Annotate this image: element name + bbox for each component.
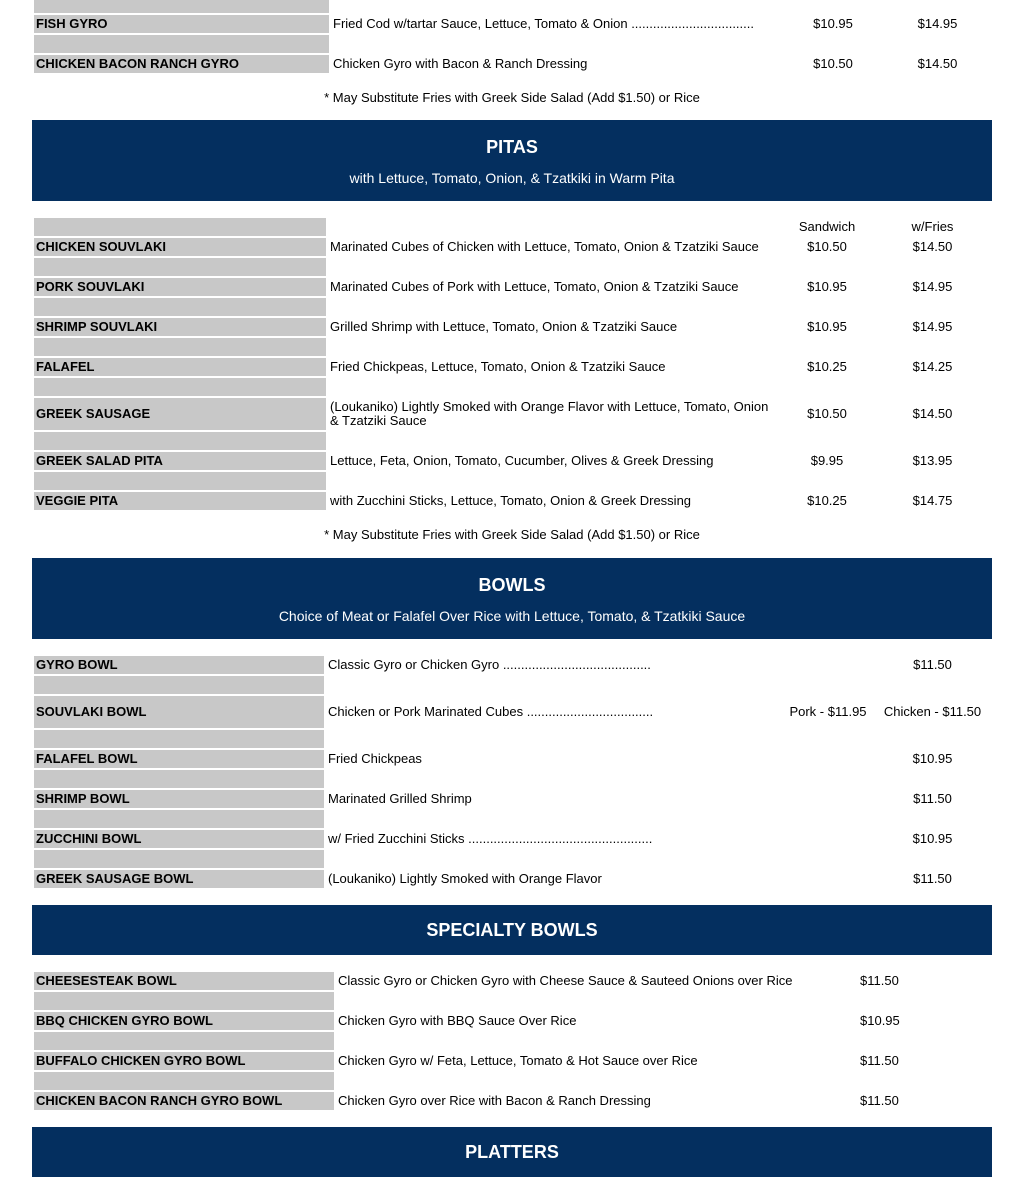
- price-option-1: [778, 830, 878, 848]
- price-option-1: [778, 656, 878, 674]
- item-name: GREEK SAUSAGE BOWL: [34, 870, 324, 888]
- price-with-fries: $14.75: [912, 493, 953, 508]
- menu-row: [34, 696, 985, 728]
- row-spacer: [34, 0, 329, 13]
- price-sandwich: $10.25: [807, 359, 847, 374]
- row-spacer: [34, 338, 326, 356]
- row-spacer: [34, 1032, 334, 1050]
- price-sandwich: $10.95: [813, 16, 853, 31]
- pitas-table: [32, 216, 987, 512]
- item-description: (Loukaniko) Lightly Smoked with Orange Flavor: [328, 871, 602, 886]
- item-name: BBQ CHICKEN GYRO BOWL: [34, 1012, 334, 1030]
- item-name: BUFFALO CHICKEN GYRO BOWL: [34, 1052, 334, 1070]
- section-subtitle: Choice of Meat or Falafel Over Rice with Lettuce, Tomato, & Tzatkiki Sauce: [278, 608, 746, 624]
- price-option-1: [778, 750, 878, 768]
- bowls-table: [32, 654, 987, 890]
- item-name: GYRO BOWL: [34, 656, 324, 674]
- menu-row: [34, 238, 985, 256]
- price-with-fries: $13.95: [912, 453, 953, 468]
- menu-row: [34, 492, 985, 510]
- menu-row: [34, 15, 990, 33]
- item-description: Chicken or Pork Marinated Cubes ...................................: [328, 704, 654, 719]
- item-price: $10.95: [860, 1013, 900, 1028]
- menu-row: [34, 972, 948, 990]
- section-subtitle: with Lettuce, Tomato, Onion, & Tzatkiki in Warm Pita: [349, 170, 675, 186]
- item-name: FISH GYRO: [34, 15, 329, 33]
- item-price: $11.50: [860, 973, 899, 988]
- column-header-sandwich: Sandwich: [798, 219, 856, 234]
- item-name: SOUVLAKI BOWL: [34, 696, 324, 728]
- pitas-banner: [32, 120, 992, 201]
- row-spacer: [34, 472, 326, 490]
- section-title: SPECIALTY BOWLS: [426, 920, 598, 940]
- row-spacer: [34, 218, 326, 236]
- item-description: Chicken Gyro with Bacon & Ranch Dressing: [333, 56, 588, 71]
- item-name: GREEK SAUSAGE: [34, 398, 326, 430]
- item-name: FALAFEL: [34, 358, 326, 376]
- column-header-with-fries: w/Fries: [911, 219, 954, 234]
- price-option-2: $10.95: [912, 751, 953, 766]
- section-title: BOWLS: [478, 575, 546, 595]
- row-spacer: [34, 298, 326, 316]
- section-title: PITAS: [486, 137, 538, 157]
- menu-row: [34, 358, 985, 376]
- price-sandwich: $10.95: [807, 279, 847, 294]
- bowls-banner: [32, 558, 992, 639]
- price-with-fries: $14.95: [912, 279, 953, 294]
- item-description: Fried Chickpeas: [328, 751, 422, 766]
- item-description: Classic Gyro or Chicken Gyro .........................................: [328, 657, 651, 672]
- substitution-note: * May Substitute Fries with Greek Side Salad (Add $1.50) or Rice: [324, 527, 700, 542]
- price-option-2: $10.95: [912, 831, 953, 846]
- item-description: Chicken Gyro over Rice with Bacon & Ranch Dressing: [338, 1093, 651, 1108]
- price-sandwich: $10.95: [807, 319, 847, 334]
- item-name: CHICKEN BACON RANCH GYRO: [34, 55, 329, 73]
- menu-row: [34, 1052, 948, 1070]
- price-option-2: $11.50: [913, 791, 952, 806]
- price-option-1: [778, 870, 878, 888]
- item-description: with Zucchini Sticks, Lettuce, Tomato, Onion & Greek Dressing: [330, 493, 692, 508]
- item-name: GREEK SALAD PITA: [34, 452, 326, 470]
- item-description: Chicken Gyro w/ Feta, Lettuce, Tomato & Hot Sauce over Rice: [338, 1053, 698, 1068]
- menu-row: [34, 55, 990, 73]
- row-spacer: [34, 992, 334, 1010]
- menu-row: [34, 1012, 948, 1030]
- price-sandwich: $10.50: [807, 239, 847, 254]
- menu-row: [34, 656, 985, 674]
- price-option-2: $11.50: [913, 657, 952, 672]
- price-sandwich: $10.25: [807, 493, 847, 508]
- item-description: Fried Cod w/tartar Sauce, Lettuce, Tomato & Onion ..................................: [333, 16, 754, 31]
- price-with-fries: $14.50: [917, 56, 958, 71]
- row-spacer: [34, 810, 324, 828]
- platters-banner: [32, 1127, 992, 1177]
- specialty-bowls-table: [32, 970, 950, 1112]
- item-name: ZUCCHINI BOWL: [34, 830, 324, 848]
- price-option-1: [778, 790, 878, 808]
- item-description: Marinated Grilled Shrimp: [328, 791, 472, 806]
- row-spacer: [34, 35, 329, 53]
- price-sandwich: $9.95: [810, 453, 844, 468]
- row-spacer: [34, 258, 326, 276]
- item-description: Lettuce, Feta, Onion, Tomato, Cucumber, Olives & Greek Dressing: [330, 453, 714, 468]
- price-with-fries: $14.50: [912, 406, 953, 421]
- section-title: PLATTERS: [465, 1142, 559, 1162]
- item-description: (Loukaniko) Lightly Smoked with Orange Flavor with Lettuce, Tomato, Onion & Tzatziki Sauce: [330, 399, 769, 428]
- menu-row: [34, 750, 985, 768]
- row-spacer: [34, 730, 324, 748]
- price-option-2: Chicken - $11.50: [883, 704, 982, 719]
- item-price: $11.50: [860, 1053, 899, 1068]
- row-spacer: [34, 378, 326, 396]
- item-name: VEGGIE PITA: [34, 492, 326, 510]
- item-description: Grilled Shrimp with Lettuce, Tomato, Onion & Tzatziki Sauce: [330, 319, 678, 334]
- item-name: PORK SOUVLAKI: [34, 278, 326, 296]
- row-spacer: [34, 1072, 334, 1090]
- item-price: $11.50: [860, 1093, 899, 1108]
- item-description: w/ Fried Zucchini Sticks ...................................................: [328, 831, 653, 846]
- item-name: CHEESESTEAK BOWL: [34, 972, 334, 990]
- item-description: Chicken Gyro with BBQ Sauce Over Rice: [338, 1013, 577, 1028]
- substitution-note: * May Substitute Fries with Greek Side Salad (Add $1.50) or Rice: [324, 90, 700, 105]
- price-sandwich: $10.50: [807, 406, 847, 421]
- item-description: Marinated Cubes of Chicken with Lettuce, Tomato, Onion & Tzatziki Sauce: [330, 239, 759, 254]
- menu-row: [34, 278, 985, 296]
- item-name: FALAFEL BOWL: [34, 750, 324, 768]
- price-with-fries: $14.50: [912, 239, 953, 254]
- price-with-fries: $14.25: [912, 359, 953, 374]
- row-spacer: [34, 432, 326, 450]
- item-name: SHRIMP SOUVLAKI: [34, 318, 326, 336]
- menu-row: [34, 830, 985, 848]
- menu-row: [34, 452, 985, 470]
- row-spacer: [34, 850, 324, 868]
- price-sandwich: $10.50: [813, 56, 853, 71]
- price-with-fries: $14.95: [917, 16, 958, 31]
- price-with-fries: $14.95: [912, 319, 953, 334]
- specialty-bowls-banner: [32, 905, 992, 955]
- menu-row: [34, 398, 985, 430]
- item-description: Fried Chickpeas, Lettuce, Tomato, Onion & Tzatziki Sauce: [330, 359, 666, 374]
- item-name: SHRIMP BOWL: [34, 790, 324, 808]
- row-spacer: [34, 676, 324, 694]
- row-spacer: [34, 770, 324, 788]
- item-description: Marinated Cubes of Pork with Lettuce, Tomato, Onion & Tzatziki Sauce: [330, 279, 739, 294]
- price-option-2: $11.50: [913, 871, 952, 886]
- menu-row: [34, 1092, 948, 1110]
- menu-row: [34, 870, 985, 888]
- menu-row: [34, 790, 985, 808]
- item-name: CHICKEN BACON RANCH GYRO BOWL: [34, 1092, 334, 1110]
- price-option-1: Pork - $11.95: [789, 704, 867, 719]
- item-name: CHICKEN SOUVLAKI: [34, 238, 326, 256]
- item-description: Classic Gyro or Chicken Gyro with Cheese Sauce & Sauteed Onions over Rice: [338, 973, 793, 988]
- menu-row: [34, 318, 985, 336]
- gyros-table: [32, 0, 992, 75]
